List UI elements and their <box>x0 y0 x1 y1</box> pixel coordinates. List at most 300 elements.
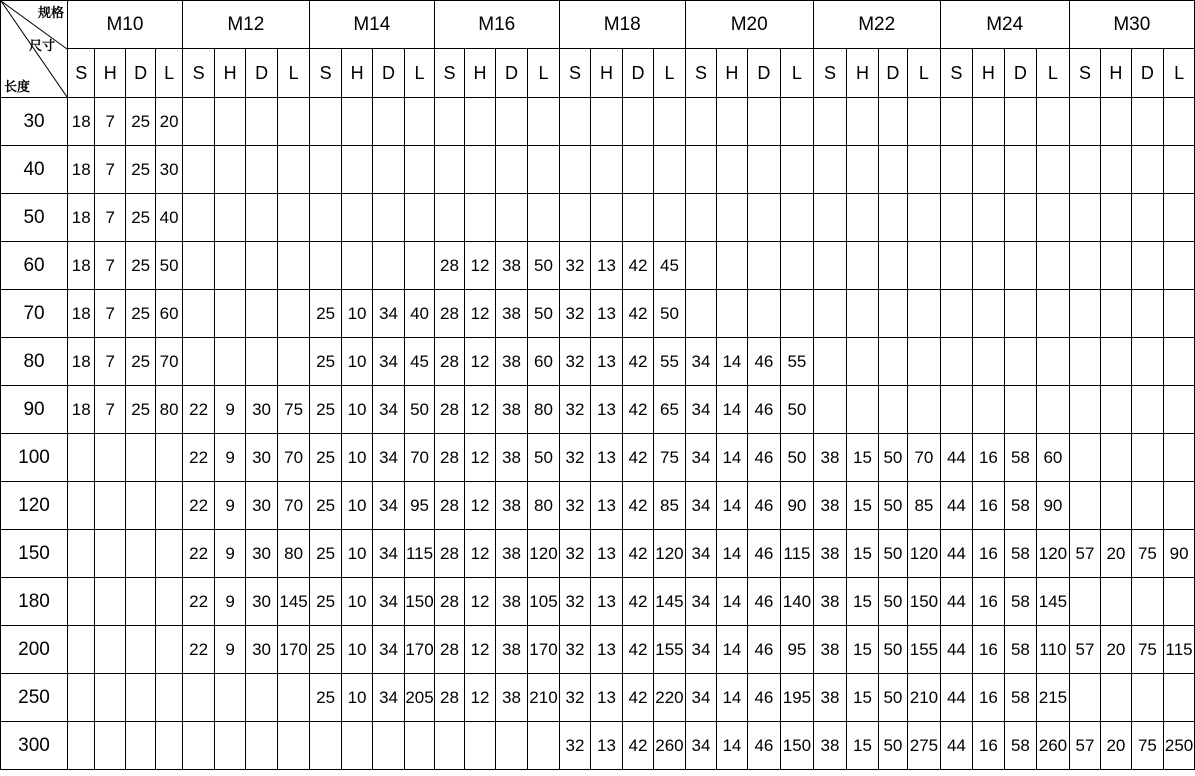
value-cell-m30-h <box>1101 290 1131 338</box>
value-cell-m10-s: 18 <box>68 242 95 290</box>
value-cell-m14-s: 25 <box>309 578 342 626</box>
value-cell-m22-h <box>847 338 878 386</box>
value-cell-m14-h <box>342 146 372 194</box>
value-cell-m18-s: 32 <box>559 434 590 482</box>
value-cell-m20-s: 34 <box>685 482 716 530</box>
sub-header-h: H <box>215 49 245 98</box>
length-label: 长度 <box>4 79 31 94</box>
value-cell-m20-h: 14 <box>717 386 747 434</box>
value-cell-m14-d <box>372 98 405 146</box>
value-cell-m16-s: 28 <box>434 290 464 338</box>
value-cell-m18-l: 85 <box>654 482 686 530</box>
sub-header-d: D <box>878 49 907 98</box>
value-cell-m20-s: 34 <box>685 578 716 626</box>
value-cell-m14-s: 25 <box>309 530 342 578</box>
value-cell-m24-d <box>1004 386 1037 434</box>
value-cell-m20-h: 14 <box>717 530 747 578</box>
value-cell-m22-l: 70 <box>908 434 941 482</box>
value-cell-m22-l <box>908 338 941 386</box>
value-cell-m22-l: 120 <box>908 530 941 578</box>
value-cell-m30-s <box>1069 194 1100 242</box>
value-cell-m12-l <box>278 194 310 242</box>
value-cell-m18-h: 13 <box>591 338 622 386</box>
value-cell-m30-l <box>1164 434 1195 482</box>
value-cell-m20-h: 14 <box>717 674 747 722</box>
value-cell-m16-l <box>528 722 560 770</box>
value-cell-m24-s <box>940 338 973 386</box>
value-cell-m18-d: 42 <box>622 530 653 578</box>
value-cell-m16-h: 12 <box>465 626 495 674</box>
value-cell-m20-h <box>717 146 747 194</box>
value-cell-m30-l: 90 <box>1164 530 1195 578</box>
sub-header-l: L <box>156 49 182 98</box>
table-row <box>1 98 1195 146</box>
value-cell-m12-s <box>182 722 215 770</box>
value-cell-m16-l <box>528 146 560 194</box>
value-cell-m30-d <box>1131 434 1164 482</box>
value-cell-m24-h <box>973 386 1004 434</box>
sub-header-l: L <box>781 49 814 98</box>
value-cell-m18-h: 13 <box>591 290 622 338</box>
value-cell-m16-l: 210 <box>528 674 560 722</box>
value-cell-m20-h: 14 <box>717 578 747 626</box>
value-cell-m10-l <box>156 722 182 770</box>
value-cell-m20-s <box>685 242 716 290</box>
value-cell-m12-h: 9 <box>215 530 245 578</box>
value-cell-m22-h <box>847 290 878 338</box>
value-cell-m14-l <box>405 98 434 146</box>
value-cell-m10-l: 60 <box>156 290 182 338</box>
value-cell-m14-l: 95 <box>405 482 434 530</box>
value-cell-m10-s <box>68 722 95 770</box>
value-cell-m20-l <box>781 98 814 146</box>
value-cell-m20-l <box>781 194 814 242</box>
sub-header-s: S <box>182 49 215 98</box>
table-row <box>1 290 1195 338</box>
value-cell-m22-s: 38 <box>813 578 847 626</box>
value-cell-m14-s: 25 <box>309 626 342 674</box>
value-cell-m18-s: 32 <box>559 386 590 434</box>
value-cell-m24-l: 215 <box>1037 674 1070 722</box>
value-cell-m16-l <box>528 194 560 242</box>
value-cell-m12-d: 30 <box>245 386 278 434</box>
value-cell-m14-s <box>309 98 342 146</box>
value-cell-m20-d: 46 <box>747 482 781 530</box>
value-cell-m20-l: 55 <box>781 338 814 386</box>
value-cell-m18-s: 32 <box>559 578 590 626</box>
value-cell-m10-d <box>125 530 155 578</box>
value-cell-m20-s <box>685 98 716 146</box>
value-cell-m20-l: 115 <box>781 530 814 578</box>
value-cell-m24-s: 44 <box>940 722 973 770</box>
value-cell-m30-s <box>1069 386 1100 434</box>
value-cell-m18-h <box>591 194 622 242</box>
value-cell-m24-s: 44 <box>940 530 973 578</box>
value-cell-m22-h: 15 <box>847 530 878 578</box>
value-cell-m10-l: 70 <box>156 338 182 386</box>
value-cell-m18-h <box>591 98 622 146</box>
value-cell-m16-s: 28 <box>434 530 464 578</box>
value-cell-m20-h <box>717 194 747 242</box>
value-cell-m10-l: 50 <box>156 242 182 290</box>
value-cell-m18-l: 55 <box>654 338 686 386</box>
value-cell-m20-h: 14 <box>717 482 747 530</box>
value-cell-m18-h: 13 <box>591 626 622 674</box>
table-row <box>1 242 1195 290</box>
value-cell-m12-h <box>215 722 245 770</box>
value-cell-m22-h: 15 <box>847 626 878 674</box>
value-cell-m16-h: 12 <box>465 434 495 482</box>
value-cell-m30-d <box>1131 146 1164 194</box>
value-cell-m24-d: 58 <box>1004 530 1037 578</box>
value-cell-m22-h: 15 <box>847 434 878 482</box>
value-cell-m12-s <box>182 290 215 338</box>
value-cell-m10-s <box>68 434 95 482</box>
spec-header-m18: M18 <box>559 1 685 49</box>
value-cell-m10-s: 18 <box>68 194 95 242</box>
value-cell-m14-s <box>309 146 342 194</box>
value-cell-m14-s: 25 <box>309 338 342 386</box>
value-cell-m18-h: 13 <box>591 578 622 626</box>
sub-header-d: D <box>495 49 528 98</box>
value-cell-m10-d: 25 <box>125 290 155 338</box>
value-cell-m12-s <box>182 146 215 194</box>
value-cell-m16-l: 60 <box>528 338 560 386</box>
sub-header-s: S <box>685 49 716 98</box>
value-cell-m14-l: 45 <box>405 338 434 386</box>
value-cell-m18-s: 32 <box>559 338 590 386</box>
value-cell-m22-d: 50 <box>878 722 907 770</box>
value-cell-m10-d: 25 <box>125 98 155 146</box>
value-cell-m14-h: 10 <box>342 338 372 386</box>
value-cell-m24-d <box>1004 290 1037 338</box>
value-cell-m30-s <box>1069 146 1100 194</box>
value-cell-m30-d <box>1131 482 1164 530</box>
value-cell-m22-d: 50 <box>878 674 907 722</box>
table-row <box>1 146 1195 194</box>
value-cell-m30-s <box>1069 98 1100 146</box>
value-cell-m14-d: 34 <box>372 290 405 338</box>
value-cell-m16-s: 28 <box>434 482 464 530</box>
value-cell-m12-s: 22 <box>182 386 215 434</box>
value-cell-m24-s: 44 <box>940 626 973 674</box>
value-cell-m24-s: 44 <box>940 434 973 482</box>
value-cell-m16-d <box>495 194 528 242</box>
value-cell-m10-h: 7 <box>95 386 125 434</box>
value-cell-m24-l <box>1037 338 1070 386</box>
spec-header-m24: M24 <box>940 1 1069 49</box>
value-cell-m24-l: 145 <box>1037 578 1070 626</box>
value-cell-m12-h <box>215 146 245 194</box>
value-cell-m18-s: 32 <box>559 530 590 578</box>
value-cell-m16-l <box>528 98 560 146</box>
value-cell-m22-d <box>878 98 907 146</box>
value-cell-m10-s: 18 <box>68 290 95 338</box>
value-cell-m22-l <box>908 194 941 242</box>
value-cell-m16-s: 28 <box>434 386 464 434</box>
value-cell-m22-d <box>878 242 907 290</box>
value-cell-m18-d: 42 <box>622 722 653 770</box>
value-cell-m16-l: 105 <box>528 578 560 626</box>
value-cell-m22-s <box>813 98 847 146</box>
value-cell-m18-l <box>654 98 686 146</box>
value-cell-m30-h: 20 <box>1101 722 1131 770</box>
value-cell-m24-s <box>940 290 973 338</box>
value-cell-m22-s <box>813 338 847 386</box>
value-cell-m24-l <box>1037 386 1070 434</box>
value-cell-m16-l: 50 <box>528 242 560 290</box>
value-cell-m14-l <box>405 242 434 290</box>
value-cell-m30-h <box>1101 338 1131 386</box>
length-cell: 180 <box>1 578 68 626</box>
value-cell-m18-l: 220 <box>654 674 686 722</box>
value-cell-m20-d <box>747 194 781 242</box>
value-cell-m30-d <box>1131 674 1164 722</box>
value-cell-m16-d: 38 <box>495 482 528 530</box>
value-cell-m14-l <box>405 146 434 194</box>
sub-header-l: L <box>405 49 434 98</box>
value-cell-m14-s <box>309 722 342 770</box>
value-cell-m24-d: 58 <box>1004 578 1037 626</box>
sub-header-h: H <box>465 49 495 98</box>
value-cell-m16-s: 28 <box>434 674 464 722</box>
value-cell-m16-h: 12 <box>465 578 495 626</box>
value-cell-m14-l <box>405 722 434 770</box>
value-cell-m12-h <box>215 194 245 242</box>
value-cell-m30-s <box>1069 578 1100 626</box>
value-cell-m16-l: 170 <box>528 626 560 674</box>
value-cell-m20-h: 14 <box>717 626 747 674</box>
value-cell-m30-d <box>1131 386 1164 434</box>
value-cell-m24-h <box>973 290 1004 338</box>
value-cell-m12-l: 70 <box>278 482 310 530</box>
value-cell-m16-d <box>495 98 528 146</box>
value-cell-m10-l <box>156 674 182 722</box>
value-cell-m20-h: 14 <box>717 722 747 770</box>
value-cell-m14-h <box>342 722 372 770</box>
value-cell-m16-h: 12 <box>465 530 495 578</box>
value-cell-m12-s <box>182 674 215 722</box>
value-cell-m30-l <box>1164 674 1195 722</box>
value-cell-m22-d <box>878 386 907 434</box>
value-cell-m16-s: 28 <box>434 242 464 290</box>
value-cell-m20-s <box>685 146 716 194</box>
value-cell-m18-s: 32 <box>559 674 590 722</box>
value-cell-m12-s: 22 <box>182 530 215 578</box>
value-cell-m16-d: 38 <box>495 434 528 482</box>
value-cell-m18-s: 32 <box>559 482 590 530</box>
value-cell-m16-s <box>434 98 464 146</box>
value-cell-m24-s <box>940 194 973 242</box>
value-cell-m16-s: 28 <box>434 626 464 674</box>
value-cell-m18-s: 32 <box>559 290 590 338</box>
value-cell-m30-h <box>1101 146 1131 194</box>
value-cell-m12-d <box>245 98 278 146</box>
value-cell-m22-h <box>847 242 878 290</box>
value-cell-m22-h <box>847 98 878 146</box>
value-cell-m24-l <box>1037 98 1070 146</box>
value-cell-m10-d <box>125 674 155 722</box>
spec-header-m12: M12 <box>182 1 309 49</box>
value-cell-m10-l: 40 <box>156 194 182 242</box>
value-cell-m12-d <box>245 146 278 194</box>
value-cell-m20-d <box>747 98 781 146</box>
value-cell-m18-l: 120 <box>654 530 686 578</box>
value-cell-m20-l: 195 <box>781 674 814 722</box>
value-cell-m16-h: 12 <box>465 338 495 386</box>
value-cell-m14-h <box>342 242 372 290</box>
value-cell-m30-l <box>1164 386 1195 434</box>
sub-header-d: D <box>372 49 405 98</box>
value-cell-m18-l: 75 <box>654 434 686 482</box>
value-cell-m30-l: 115 <box>1164 626 1195 674</box>
value-cell-m12-d <box>245 290 278 338</box>
value-cell-m12-h: 9 <box>215 386 245 434</box>
value-cell-m30-l <box>1164 578 1195 626</box>
value-cell-m16-l: 50 <box>528 434 560 482</box>
length-cell: 80 <box>1 338 68 386</box>
value-cell-m16-h: 12 <box>465 290 495 338</box>
value-cell-m20-s: 34 <box>685 626 716 674</box>
value-cell-m16-s <box>434 194 464 242</box>
value-cell-m12-d: 30 <box>245 530 278 578</box>
spec-label: 规格 <box>38 5 65 20</box>
value-cell-m18-s: 32 <box>559 722 590 770</box>
value-cell-m24-h: 16 <box>973 530 1004 578</box>
value-cell-m18-s <box>559 98 590 146</box>
value-cell-m24-d <box>1004 338 1037 386</box>
value-cell-m14-d <box>372 722 405 770</box>
value-cell-m16-h <box>465 98 495 146</box>
value-cell-m10-l: 30 <box>156 146 182 194</box>
value-cell-m14-l: 70 <box>405 434 434 482</box>
value-cell-m14-s: 25 <box>309 290 342 338</box>
value-cell-m10-l: 20 <box>156 98 182 146</box>
value-cell-m12-l: 75 <box>278 386 310 434</box>
value-cell-m20-d <box>747 242 781 290</box>
value-cell-m20-d: 46 <box>747 578 781 626</box>
value-cell-m20-s <box>685 290 716 338</box>
value-cell-m16-d <box>495 146 528 194</box>
value-cell-m18-d: 42 <box>622 578 653 626</box>
value-cell-m22-h <box>847 146 878 194</box>
value-cell-m10-s <box>68 530 95 578</box>
value-cell-m24-l: 110 <box>1037 626 1070 674</box>
value-cell-m24-d: 58 <box>1004 482 1037 530</box>
value-cell-m14-d: 34 <box>372 482 405 530</box>
value-cell-m10-s: 18 <box>68 146 95 194</box>
value-cell-m22-s: 38 <box>813 530 847 578</box>
value-cell-m22-s: 38 <box>813 674 847 722</box>
spec-header-m10: M10 <box>68 1 183 49</box>
value-cell-m16-l: 80 <box>528 386 560 434</box>
value-cell-m30-s <box>1069 338 1100 386</box>
value-cell-m10-s <box>68 482 95 530</box>
value-cell-m22-s <box>813 146 847 194</box>
value-cell-m12-h <box>215 290 245 338</box>
sub-header-s: S <box>309 49 342 98</box>
value-cell-m24-h: 16 <box>973 434 1004 482</box>
value-cell-m16-d: 38 <box>495 530 528 578</box>
value-cell-m12-d <box>245 194 278 242</box>
value-cell-m30-l <box>1164 242 1195 290</box>
value-cell-m10-h: 7 <box>95 290 125 338</box>
value-cell-m12-d: 30 <box>245 482 278 530</box>
value-cell-m22-l: 155 <box>908 626 941 674</box>
sub-header-d: D <box>1131 49 1164 98</box>
value-cell-m12-l <box>278 338 310 386</box>
sub-header-s: S <box>813 49 847 98</box>
length-cell: 200 <box>1 626 68 674</box>
value-cell-m22-h: 15 <box>847 482 878 530</box>
value-cell-m12-l <box>278 98 310 146</box>
value-cell-m12-l <box>278 290 310 338</box>
value-cell-m18-d: 42 <box>622 338 653 386</box>
value-cell-m22-s: 38 <box>813 434 847 482</box>
value-cell-m22-s <box>813 386 847 434</box>
value-cell-m10-h <box>95 530 125 578</box>
value-cell-m12-s <box>182 338 215 386</box>
sub-header-d: D <box>747 49 781 98</box>
value-cell-m10-l <box>156 482 182 530</box>
value-cell-m24-d <box>1004 146 1037 194</box>
value-cell-m30-s <box>1069 290 1100 338</box>
sub-header-l: L <box>908 49 941 98</box>
value-cell-m10-h: 7 <box>95 338 125 386</box>
table-row <box>1 386 1195 434</box>
table-row <box>1 194 1195 242</box>
value-cell-m18-d: 42 <box>622 242 653 290</box>
value-cell-m18-d: 42 <box>622 626 653 674</box>
value-cell-m24-d <box>1004 98 1037 146</box>
sub-header-l: L <box>654 49 686 98</box>
table-row <box>1 434 1195 482</box>
value-cell-m16-h: 12 <box>465 386 495 434</box>
value-cell-m20-d: 46 <box>747 674 781 722</box>
value-cell-m24-h: 16 <box>973 674 1004 722</box>
value-cell-m24-l <box>1037 146 1070 194</box>
value-cell-m18-s <box>559 146 590 194</box>
value-cell-m12-h <box>215 98 245 146</box>
sub-header-l: L <box>1164 49 1195 98</box>
value-cell-m20-l <box>781 242 814 290</box>
value-cell-m10-l <box>156 626 182 674</box>
value-cell-m10-d: 25 <box>125 146 155 194</box>
table-row <box>1 626 1195 674</box>
value-cell-m10-h <box>95 434 125 482</box>
value-cell-m16-s: 28 <box>434 578 464 626</box>
value-cell-m10-h <box>95 674 125 722</box>
value-cell-m24-h: 16 <box>973 722 1004 770</box>
value-cell-m22-d <box>878 290 907 338</box>
value-cell-m18-s: 32 <box>559 626 590 674</box>
value-cell-m18-l: 65 <box>654 386 686 434</box>
value-cell-m10-d <box>125 722 155 770</box>
value-cell-m16-d: 38 <box>495 338 528 386</box>
value-cell-m30-h <box>1101 194 1131 242</box>
value-cell-m20-s: 34 <box>685 530 716 578</box>
value-cell-m24-s <box>940 98 973 146</box>
value-cell-m12-s <box>182 98 215 146</box>
value-cell-m30-h <box>1101 242 1131 290</box>
length-cell: 120 <box>1 482 68 530</box>
sub-header-h: H <box>973 49 1004 98</box>
value-cell-m10-d: 25 <box>125 338 155 386</box>
corner-header-cell <box>1 1 68 98</box>
value-cell-m30-h: 20 <box>1101 530 1131 578</box>
value-cell-m16-s: 28 <box>434 338 464 386</box>
value-cell-m12-l <box>278 674 310 722</box>
